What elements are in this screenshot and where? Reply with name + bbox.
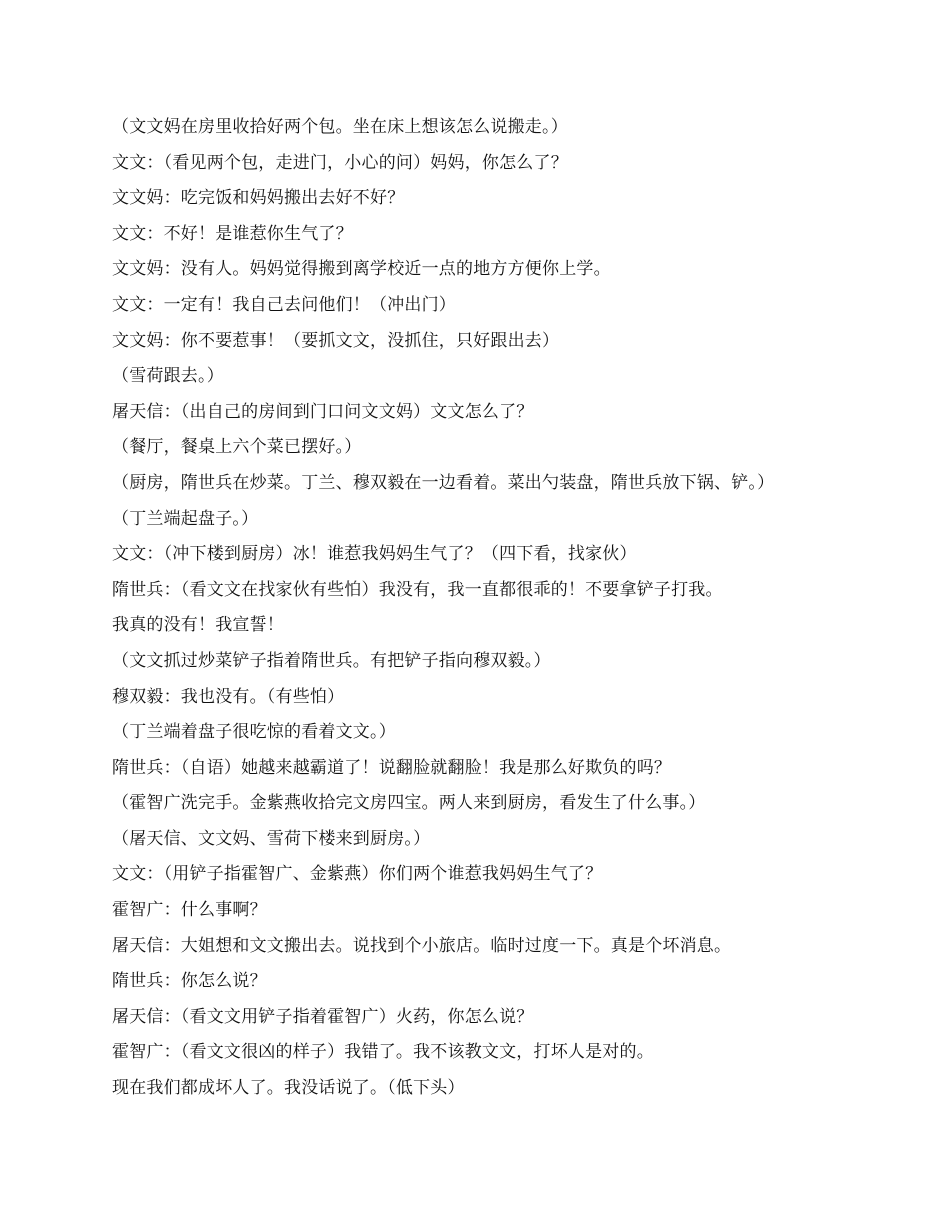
script-line: 霍智广：什么事啊？ — [112, 900, 267, 921]
script-line: 屠天信：大姐想和文文搬出去。说找到个小旅店。临时过度一下。真是个坏消息。 — [112, 935, 732, 956]
script-line: 我真的没有！我宣誓！ — [112, 615, 284, 636]
script-line: 隋世兵：你怎么说？ — [112, 971, 267, 992]
script-line: （雪荷跟去。） — [112, 366, 224, 387]
script-line: （文文抓过炒菜铲子指着隋世兵。有把铲子指向穆双毅。） — [112, 650, 551, 671]
script-line: （屠天信、文文妈、雪荷下楼来到厨房。） — [112, 828, 431, 849]
script-line: 文文：（冲下楼到厨房）冰！谁惹我妈妈生气了？（四下看，找家伙） — [112, 544, 637, 565]
script-line: 霍智广：（看文文很凶的样子）我错了。我不该教文文，打坏人是对的。 — [112, 1042, 654, 1063]
script-line: （文文妈在房里收拾好两个包。坐在床上想该怎么说搬走。） — [112, 117, 568, 137]
script-line: 隋世兵：（看文文在找家伙有些怕）我没有，我一直都很乖的！不要拿铲子打我。 — [112, 579, 723, 600]
script-line: （霍智广洗完手。金紫燕收拾完文房四宝。两人来到厨房，看发生了什么事。） — [112, 793, 706, 814]
script-line: 文文：（看见两个包，走进门，小心的问）妈妈，你怎么了？ — [112, 152, 568, 173]
script-line: 文文妈：吃完饭和妈妈搬出去好不好？ — [112, 188, 405, 209]
script-line: 屠天信：（看文文用铲子指着霍智广）火药，你怎么说？ — [112, 1006, 534, 1027]
script-line: 文文妈：你不要惹事！（要抓文文，没抓住，只好跟出去） — [112, 330, 560, 351]
script-line: （丁兰端着盘子很吃惊的看着文文。） — [112, 722, 396, 743]
script-line: （丁兰端起盘子。） — [112, 508, 259, 529]
script-text — [112, 110, 912, 1107]
script-line: （餐厅，餐桌上六个菜已摆好。） — [112, 437, 362, 458]
script-line: 屠天信：（出自己的房间到门口问文文妈）文文怎么了？ — [112, 401, 534, 422]
script-line: 文文：不好！是谁惹你生气了？ — [112, 223, 353, 244]
script-line: 穆双毅：我也没有。（有些怕） — [112, 686, 345, 707]
script-line: 隋世兵：（自语）她越来越霸道了！说翻脸就翻脸！我是那么好欺负的吗？ — [112, 757, 672, 778]
script-line: 文文：（用铲子指霍智广、金紫燕）你们两个谁惹我妈妈生气了？ — [112, 864, 603, 885]
script-line: 文文：一定有！我自己去问他们！（冲出门） — [112, 294, 456, 315]
script-line: 现在我们都成坏人了。我没话说了。（低下头） — [112, 1078, 465, 1099]
script-line: （厨房，隋世兵在炒菜。丁兰、穆双毅在一边看着。菜出勺装盘，隋世兵放下锅、铲。） — [112, 472, 775, 493]
script-line: 文文妈：没有人。妈妈觉得搬到离学校近一点的地方方便你上学。 — [112, 259, 611, 280]
